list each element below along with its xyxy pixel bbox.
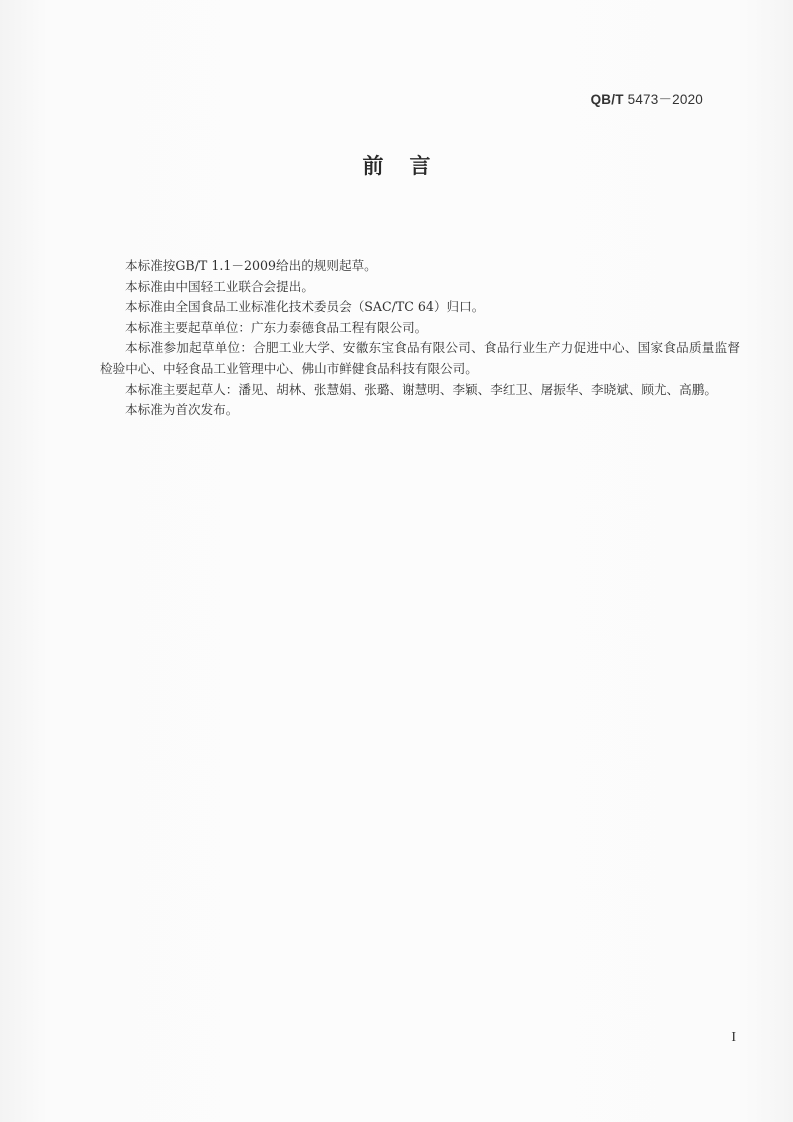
standard-code xyxy=(591,88,703,108)
paragraph-proposer: 本标准由中国轻工业联合会提出。 xyxy=(125,278,314,294)
paragraph-drafting-rules: 本标准按GB/T 1.1－2009给出的规则起草。 xyxy=(125,258,377,273)
page-number: I xyxy=(731,1030,736,1045)
standard-code-prefix: QB/T xyxy=(590,92,624,107)
foreword-body xyxy=(100,256,740,421)
paragraph-committee: 本标准由全国食品工业标准化技术委员会（SAC/TC 64）归口。 xyxy=(125,299,485,315)
paragraph-main-drafter: 本标准主要起草单位：广东力泰德食品工程有限公司。 xyxy=(125,319,428,335)
page-title: 前言 xyxy=(362,154,457,178)
paragraph-participating-drafters: 本标准参加起草单位：合肥工业大学、安徽东宝食品有限公司、食品行业生产力促进中心、国家食品质量监督检验中心、中轻食品工业管理中心、佛山市鲜健食品科技有限公司。 xyxy=(100,340,740,376)
paragraph-drafters: 本标准主要起草人：潘见、胡林、张慧娟、张璐、谢慧明、李颖、李红卫、屠振华、李晓斌、顾尤、高鹏。 xyxy=(125,381,717,397)
standard-code-number: 5473－2020 xyxy=(627,92,703,107)
paragraph-first-release: 本标准为首次发布。 xyxy=(125,402,239,418)
